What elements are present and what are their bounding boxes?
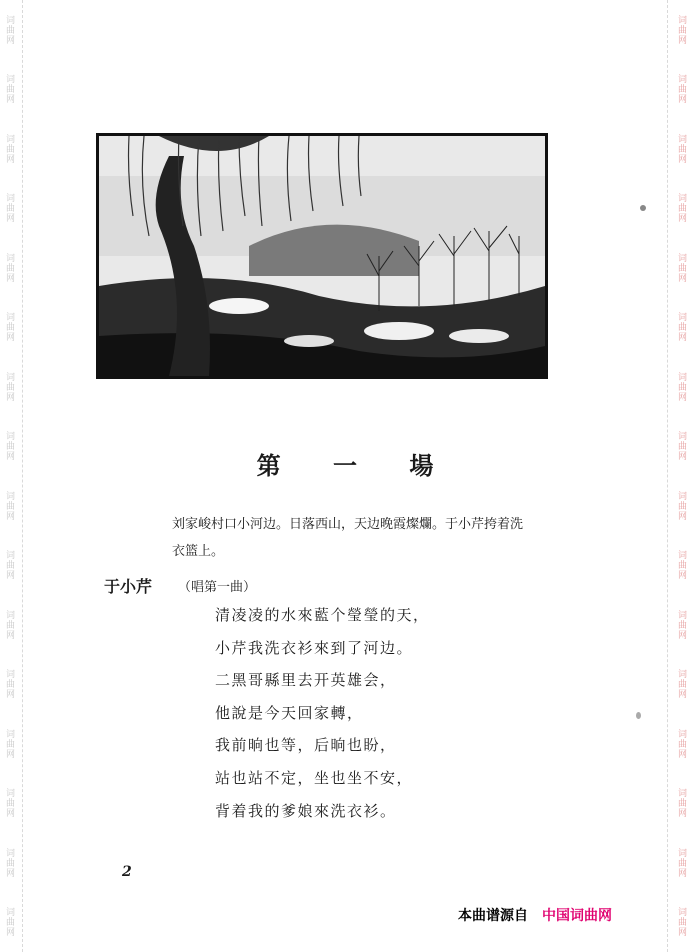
lyric-line: 二黑哥縣里去开英雄会， [215, 671, 397, 690]
lyrics-block [215, 599, 575, 827]
watermark-text: 词曲网 [676, 312, 686, 343]
page-number: 2 [122, 864, 132, 880]
lyric-line: 清凌凌的水來藍个瑩瑩的天， [215, 606, 430, 624]
watermark-text: 词曲网 [676, 133, 686, 164]
watermark-text: 词曲网 [4, 907, 14, 938]
source-credit [458, 905, 612, 925]
watermark-text: 词曲网 [676, 252, 686, 283]
source-site-link[interactable]: 中国词曲网 [542, 908, 612, 924]
riverside-drawing [99, 136, 545, 376]
watermark-text: 词曲网 [4, 252, 14, 283]
stage-direction: 刘家峻村口小河边。日落西山，天边晚霞燦爛。于小芹挎着洗衣篮上。 [172, 517, 524, 559]
lyric-line: 站也站不定，坐也坐不安， [215, 768, 414, 787]
watermark-text: 词曲网 [676, 609, 686, 640]
watermark-text: 词曲网 [4, 609, 14, 640]
character-name: 于小芹 [104, 577, 153, 596]
watermark-text: 词曲网 [676, 788, 686, 819]
watermark-text: 词曲网 [4, 728, 14, 759]
riverside-illustration [96, 133, 548, 379]
watermark-text: 词曲网 [4, 490, 14, 521]
lyric-line: 背着我的爹娘來洗衣衫。 [215, 801, 397, 820]
watermark-text: 词曲网 [676, 847, 686, 878]
scene-title: 第 一 場 [256, 451, 456, 480]
watermark-text: 词曲网 [676, 193, 686, 224]
watermark-text: 词曲网 [4, 133, 14, 164]
watermark-text: 词曲网 [4, 788, 14, 819]
watermark-text: 词曲网 [4, 312, 14, 343]
lyric-line: 他說是今天回家轉， [215, 703, 364, 722]
watermark-text: 词曲网 [676, 728, 686, 759]
watermark-text: 词曲网 [4, 371, 14, 402]
print-smudge [640, 205, 646, 211]
watermark-text: 词曲网 [676, 74, 686, 105]
watermark-text: 词曲网 [676, 669, 686, 700]
watermark-text: 词曲网 [676, 907, 686, 938]
lyric-line: 我前晌也等，后晌也盼， [215, 736, 397, 755]
source-label: 本曲谱源自 [458, 908, 528, 924]
watermark-text: 词曲网 [4, 14, 14, 45]
watermark-text: 词曲网 [4, 669, 14, 700]
watermark-text: 词曲网 [4, 431, 14, 462]
watermark-text: 词曲网 [4, 193, 14, 224]
watermark-text: 词曲网 [4, 550, 14, 581]
watermark-text: 词曲网 [4, 74, 14, 105]
watermark-text: 词曲网 [676, 550, 686, 581]
watermark-text: 词曲网 [676, 431, 686, 462]
watermark-text: 词曲网 [676, 490, 686, 521]
singing-cue: （唱第一曲） [178, 580, 257, 595]
print-smudge [636, 712, 641, 719]
lyric-line: 小芹我洗衣衫來到了河边。 [215, 638, 414, 657]
watermark-text: 词曲网 [676, 371, 686, 402]
watermark-text: 词曲网 [676, 14, 686, 45]
watermark-text: 词曲网 [4, 847, 14, 878]
